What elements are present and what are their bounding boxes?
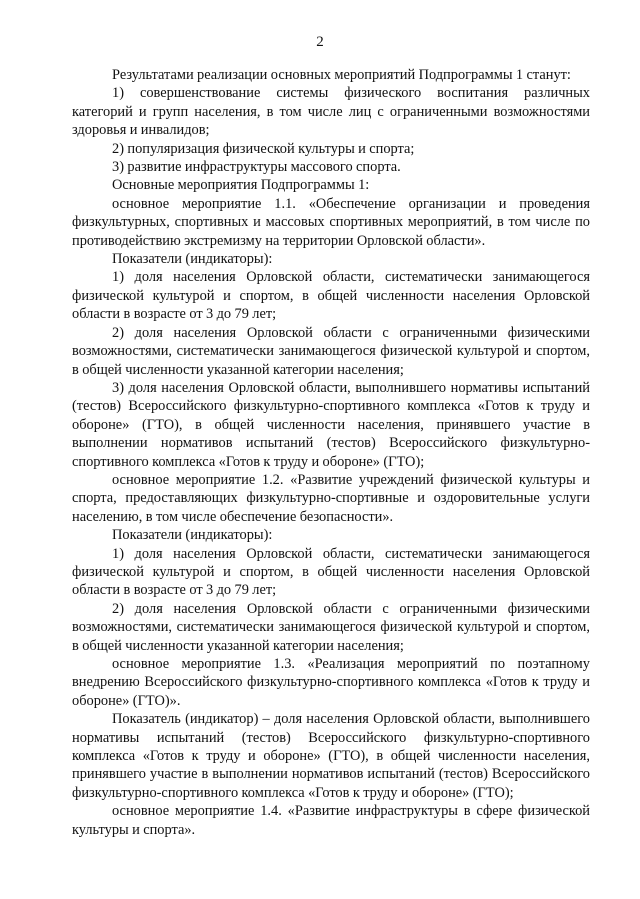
paragraph-indicator-1-1-3: 3) доля населения Орловской области, выполнившего нормативы испытаний (тестов) Всероссийского физкультурно-спортивного комплекса «Готов к труду и обороне» (ГТО), в общей численности населения, принявшего участие в выполнении нормативов испытаний (тестов) Всероссийского физкультурно-спортивного комплекса «Готов к труду и обороне» (ГТО);	[72, 379, 590, 470]
paragraph-result-3: 3) развитие инфраструктуры массового спорта.	[112, 159, 401, 176]
paragraph-activity-1-1: основное мероприятие 1.1. «Обеспечение организации и проведения физкультурных, спортивных и массовых спортивных мероприятий, в том числе по противодействию экстремизму на территории Орловской области».	[72, 195, 590, 249]
paragraph-result-2: 2) популяризация физической культуры и спорта;	[112, 140, 415, 157]
paragraph-indicator-1-3: Показатель (индикатор) – доля населения Орловской области, выполнившего нормативы испытаний (тестов) Всероссийского физкультурно-спортивного комплекса «Готов к труду и обороне» (ГТО), в общей численности населения, принявшего участие в выполнении нормативов испытаний (тестов) Всероссийского физкультурно-спортивного комплекса «Готов к труду и обороне» (ГТО);	[72, 711, 590, 801]
paragraph-main-activities-heading: Основные мероприятия Подпрограммы 1:	[112, 177, 370, 194]
paragraph-indicator-1-1-2: 2) доля населения Орловской области с ограниченными физическими возможностями, систематически занимающегося физической культурой и спортом, в общей численности указанной категории населения;	[72, 324, 590, 378]
paragraph-result-1: 1) совершенствование системы физического воспитания различных категорий и групп населения, в том числе лиц с ограниченными возможностями здоровья и инвалидов;	[72, 85, 590, 139]
document-body	[72, 66, 590, 839]
paragraph-indicator-1-1-1: 1) доля населения Орловской области, систематически занимающегося физической культурой и спортом, в общей численности населения Орловской области в возрасте от 3 до 79 лет;	[72, 269, 590, 323]
paragraph-activity-1-4: основное мероприятие 1.4. «Развитие инфраструктуры в сфере физической культуры и спорта».	[72, 803, 590, 838]
page-number: 2	[316, 34, 324, 50]
paragraph-results-intro: Результатами реализации основных мероприятий Подпрограммы 1 станут:	[112, 67, 571, 83]
paragraph-indicator-1-2-2: 2) доля населения Орловской области с ограниченными физическими возможностями, систематически занимающегося физической культурой и спортом, в общей численности указанной категории населения;	[72, 600, 590, 654]
paragraph-indicators-heading-1: Показатели (индикаторы):	[112, 251, 273, 268]
paragraph-indicator-1-2-1: 1) доля населения Орловской области, систематически занимающегося физической культурой и спортом, в общей численности населения Орловской области в возрасте от 3 до 79 лет;	[72, 545, 590, 599]
paragraph-activity-1-3: основное мероприятие 1.3. «Реализация мероприятий по поэтапному внедрению Всероссийского физкультурно-спортивного комплекса «Готов к труду и обороне» (ГТО)».	[72, 656, 590, 709]
paragraph-activity-1-2: основное мероприятие 1.2. «Развитие учреждений физической культуры и спорта, предоставляющих физкультурно-спортивные и оздоровительные услуги населению, в том числе обеспечение безопасности».	[72, 471, 590, 525]
paragraph-indicators-heading-2: Показатели (индикаторы):	[112, 527, 273, 544]
